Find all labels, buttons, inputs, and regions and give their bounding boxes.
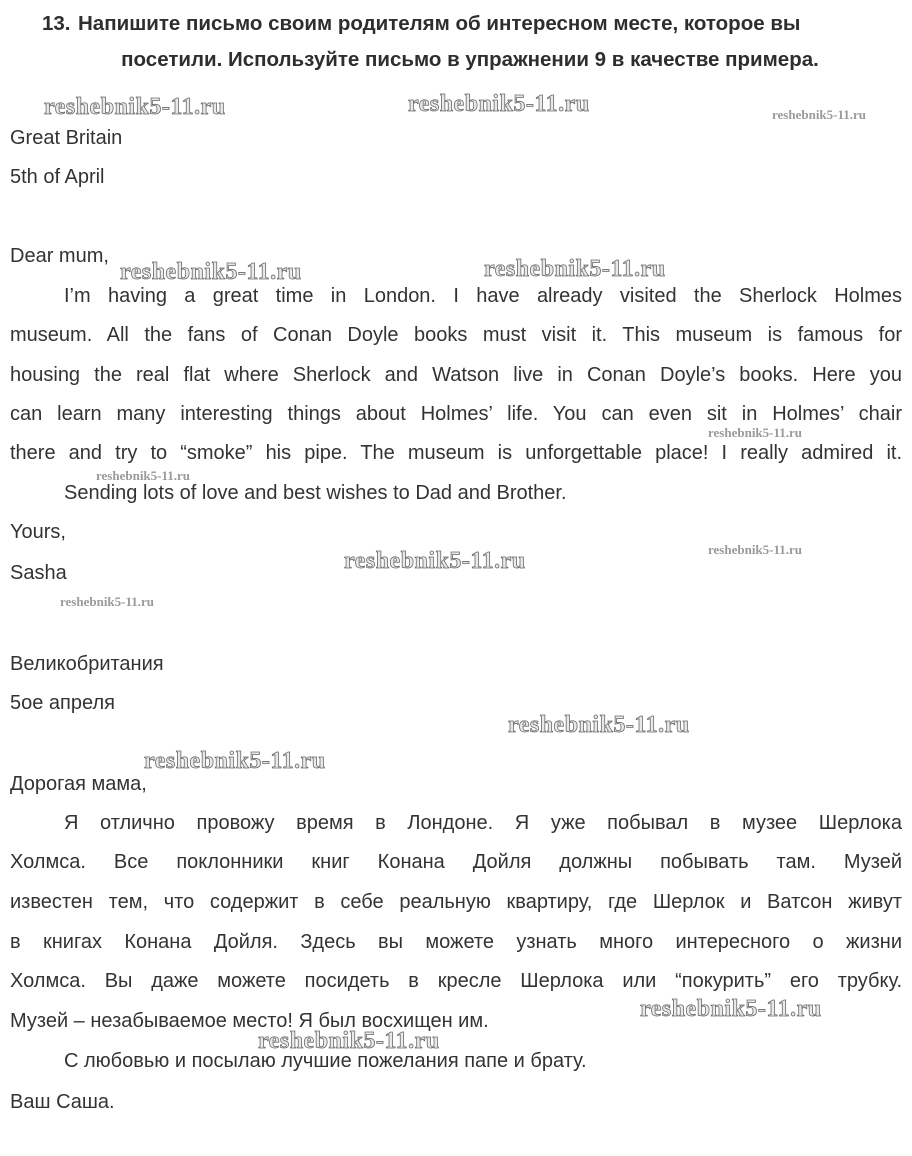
watermark: reshebnik5-11.ru xyxy=(640,996,822,1022)
letter-body-line: I’m having a great time in London. I have already visited the Sherlock Holmes xyxy=(64,285,902,307)
letter-body-line: известен тем, что содержит в себе реальную квартиру, где Шерлок и Ватсон живут xyxy=(10,891,902,913)
letter-date: 5th of April xyxy=(10,166,105,188)
letter-place: Великобритания xyxy=(10,653,164,675)
watermark: reshebnik5-11.ru xyxy=(508,712,690,738)
task-text-line-1: Напишите письмо своим родителям об интересном месте, которое вы xyxy=(78,12,801,35)
letter-body-line: housing the real flat where Sherlock and Watson live in Conan Doyle’s books. Here you xyxy=(10,364,902,386)
letter-wishes: С любовью и посылаю лучшие пожелания папе и брату. xyxy=(64,1050,587,1072)
letter-body-line: в книгах Конана Дойля. Здесь вы можете узнать много интересного о жизни xyxy=(10,931,902,953)
task-number: 13. xyxy=(42,12,71,35)
watermark: reshebnik5-11.ru xyxy=(144,748,326,774)
watermark: reshebnik5-11.ru xyxy=(772,107,867,122)
letter-closing: Yours, xyxy=(10,521,66,543)
letter-body-line: museum. All the fans of Conan Doyle books must visit it. This museum is famous for xyxy=(10,324,902,346)
letter-signature: Sasha xyxy=(10,562,67,584)
letter-body-line: Музей – незабываемое место! Я был восхищен им. xyxy=(10,1010,489,1032)
letter-place: Great Britain xyxy=(10,127,123,149)
letter-greeting: Dear mum, xyxy=(10,245,109,267)
letter-body-line: can learn many interesting things about Holmes’ life. You can even sit in Holmes’ chair xyxy=(10,403,902,425)
watermark: reshebnik5-11.ru xyxy=(120,259,302,285)
watermark: reshebnik5-11.ru xyxy=(484,256,666,282)
letter-date: 5ое апреля xyxy=(10,692,115,714)
task-text-line-2: посетили. Используйте письмо в упражнении 9 в качестве примера. xyxy=(121,48,819,71)
letter-wishes: Sending lots of love and best wishes to Dad and Brother. xyxy=(64,482,567,504)
watermark: reshebnik5-11.ru xyxy=(708,425,803,440)
letter-signature: Ваш Саша. xyxy=(10,1091,115,1113)
watermark: reshebnik5-11.ru xyxy=(258,1028,440,1054)
letter-body-line: Я отлично провожу время в Лондоне. Я уже побывал в музее Шерлока xyxy=(64,812,902,834)
watermark: reshebnik5-11.ru xyxy=(96,468,191,483)
letter-greeting: Дорогая мама, xyxy=(10,773,147,795)
watermark: reshebnik5-11.ru xyxy=(60,594,155,609)
watermark: reshebnik5-11.ru xyxy=(44,94,226,120)
letter-body-line: Холмса. Вы даже можете посидеть в кресле Шерлока или “покурить” его трубку. xyxy=(10,970,902,992)
letter-body-line: Холмса. Все поклонники книг Конана Дойля должны побывать там. Музей xyxy=(10,851,902,873)
watermark: reshebnik5-11.ru xyxy=(344,548,526,574)
watermark: reshebnik5-11.ru xyxy=(708,542,803,557)
watermark: reshebnik5-11.ru xyxy=(408,91,590,117)
letter-body-line: there and try to “smoke” his pipe. The museum is unforgettable place! I really admired it. xyxy=(10,442,902,464)
